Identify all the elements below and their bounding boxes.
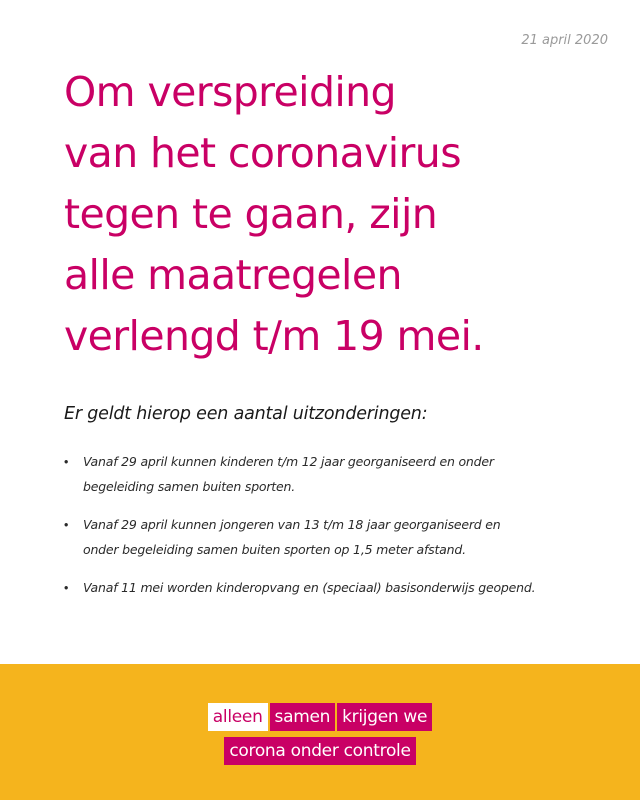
headline-line: alle maatregelen [64,251,402,299]
slogan-word: alleen [208,703,268,731]
bullet-icon: • [64,454,69,469]
exception-item [64,449,584,499]
slogan-row [0,703,640,731]
exceptions-list [64,449,584,613]
exception-text-line: Vanaf 29 april kunnen jongeren van 13 t/m 18 jaar georganiseerd en [83,517,501,532]
exceptions-heading: Er geldt hierop een aantal uitzonderingen: [64,404,428,424]
headline-line: verlengd t/m 19 mei. [64,312,484,360]
slogan-row [0,737,640,765]
exception-text-line: Vanaf 29 april kunnen kinderen t/m 12 jaar georganiseerd en onder [83,454,494,469]
exception-item [64,512,584,562]
headline-line: Om verspreiding [64,68,396,116]
exception-text-line: begeleiding samen buiten sporten. [83,479,295,494]
headline [64,62,604,367]
publication-date: 21 april 2020 [521,33,608,48]
exception-text-line: onder begeleiding samen buiten sporten op 1,5 meter afstand. [83,542,466,557]
slogan-word: krijgen we [337,703,432,731]
exception-item [64,575,584,600]
bullet-icon: • [64,580,69,595]
bullet-icon: • [64,517,69,532]
headline-line: tegen te gaan, zijn [64,190,438,238]
campaign-footer [0,664,640,800]
slogan-word: samen [270,703,336,731]
slogan-line: corona onder controle [224,737,415,765]
exception-text-line: Vanaf 11 mei worden kinderopvang en (speciaal) basisonderwijs geopend. [83,580,536,595]
headline-line: van het coronavirus [64,129,461,177]
